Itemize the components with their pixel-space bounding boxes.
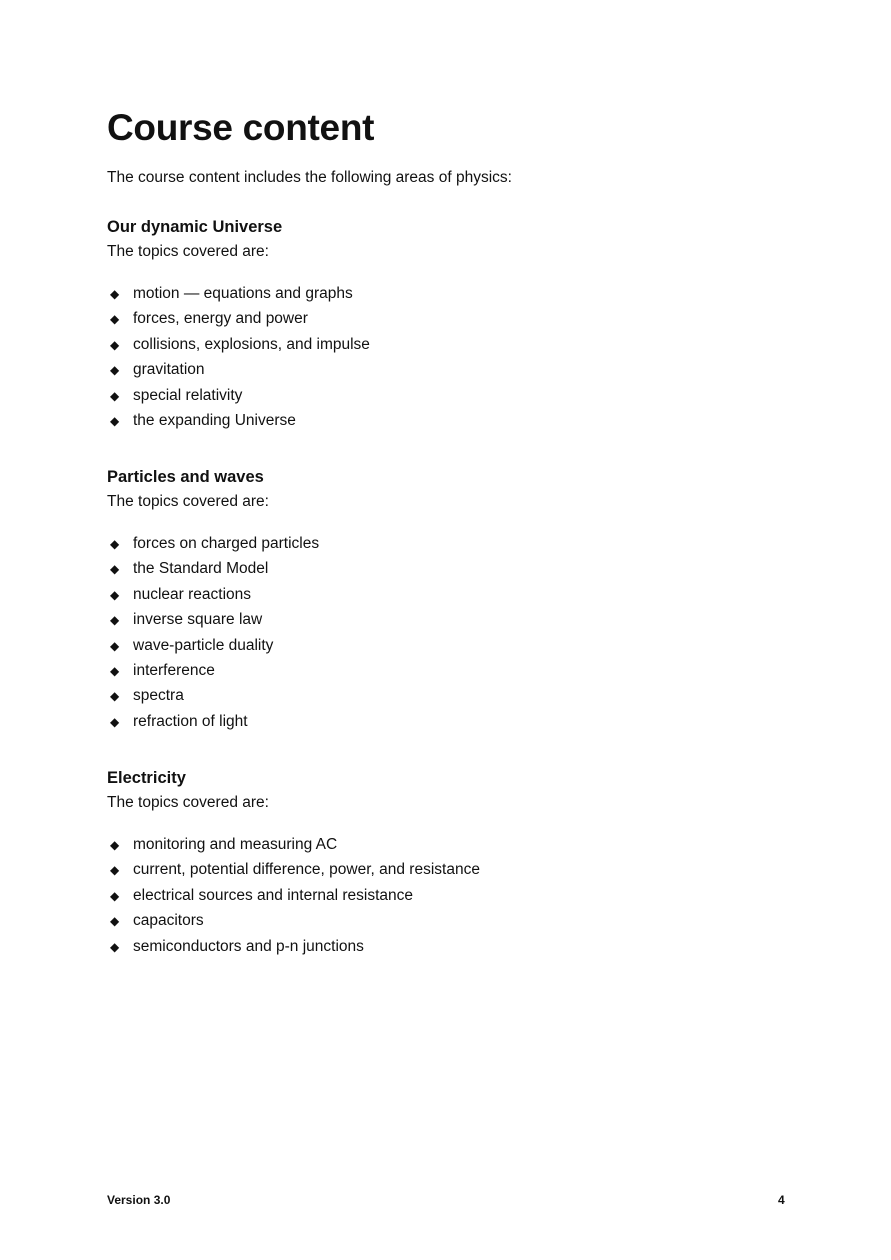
list-item: [107, 636, 319, 661]
list-item-text: capacitors: [133, 912, 204, 930]
diamond-bullet-icon: ◆: [110, 838, 120, 852]
list-item: [107, 386, 370, 411]
list-item-text: refraction of light: [133, 712, 248, 730]
diamond-bullet-icon: ◆: [110, 863, 120, 878]
intro-text: The course content includes the following areas of physics:: [107, 169, 512, 186]
list-item: [107, 911, 480, 936]
list-item-text: forces on charged particles: [133, 535, 320, 552]
section-heading: Particles and waves: [107, 468, 264, 486]
footer-version: Version 3.0: [107, 1193, 171, 1207]
diamond-bullet-icon: ◆: [110, 562, 120, 577]
diamond-bullet-icon: ◆: [110, 388, 120, 403]
diamond-bullet-icon: ◆: [110, 914, 120, 929]
diamond-bullet-icon: ◆: [110, 587, 120, 602]
topic-list: [107, 284, 370, 436]
list-item-text: nuclear reactions: [133, 585, 252, 603]
diamond-bullet-icon: ◆: [110, 638, 120, 653]
section-subtitle: The topics covered are:: [107, 243, 269, 260]
diamond-bullet-icon: ◆: [110, 413, 120, 428]
list-item: [107, 309, 370, 334]
list-item: [107, 661, 319, 686]
list-item: [107, 937, 480, 962]
list-item-text: forces, energy and power: [133, 310, 308, 328]
list-item: [107, 585, 319, 610]
footer-page-number: 4: [778, 1193, 785, 1207]
diamond-bullet-icon: ◆: [110, 939, 120, 954]
section-subtitle: The topics covered are:: [107, 794, 269, 811]
list-item: [107, 712, 319, 737]
list-item-text: motion — equations and graphs: [133, 285, 353, 302]
diamond-bullet-icon: ◆: [110, 613, 120, 628]
list-item-text: interference: [133, 661, 215, 679]
diamond-bullet-icon: ◆: [110, 663, 120, 678]
list-item: [107, 860, 480, 885]
diamond-bullet-icon: ◆: [110, 888, 120, 903]
section-heading: Electricity: [107, 769, 186, 787]
section-subtitle: The topics covered are:: [107, 493, 269, 510]
list-item: [107, 686, 319, 711]
section-electricity: [107, 768, 480, 962]
list-item: [107, 284, 370, 309]
section-particles-and-waves: [107, 467, 319, 737]
list-item-text: the Standard Model: [133, 560, 269, 578]
list-item: [107, 610, 319, 635]
list-item-text: semiconductors and p-n junctions: [133, 937, 364, 955]
list-item-text: inverse square law: [133, 611, 263, 629]
list-item: [107, 835, 480, 860]
diamond-bullet-icon: ◆: [110, 287, 120, 301]
list-item-text: collisions, explosions, and impulse: [133, 335, 370, 353]
list-item-text: spectra: [133, 687, 184, 705]
list-item-text: the expanding Universe: [133, 411, 296, 429]
section-heading: Our dynamic Universe: [107, 218, 283, 236]
topic-list: [107, 835, 480, 962]
list-item: [107, 534, 319, 559]
list-item-text: gravitation: [133, 361, 205, 379]
list-item-text: monitoring and measuring AC: [133, 836, 338, 853]
list-item: [107, 559, 319, 584]
list-item: [107, 360, 370, 385]
diamond-bullet-icon: ◆: [110, 537, 120, 551]
section-our-dynamic-universe: [107, 217, 370, 436]
list-item: [107, 886, 480, 911]
page-title: Course content: [107, 107, 375, 148]
diamond-bullet-icon: ◆: [110, 337, 120, 352]
list-item: [107, 411, 370, 436]
diamond-bullet-icon: ◆: [110, 714, 120, 729]
list-item-text: wave-particle duality: [133, 636, 274, 654]
diamond-bullet-icon: ◆: [110, 312, 120, 327]
diamond-bullet-icon: ◆: [110, 689, 120, 704]
list-item-text: electrical sources and internal resistance: [133, 886, 413, 904]
list-item: [107, 335, 370, 360]
topic-list: [107, 534, 319, 737]
diamond-bullet-icon: ◆: [110, 363, 120, 378]
list-item-text: current, potential difference, power, and resistance: [133, 861, 480, 879]
list-item-text: special relativity: [133, 386, 243, 404]
